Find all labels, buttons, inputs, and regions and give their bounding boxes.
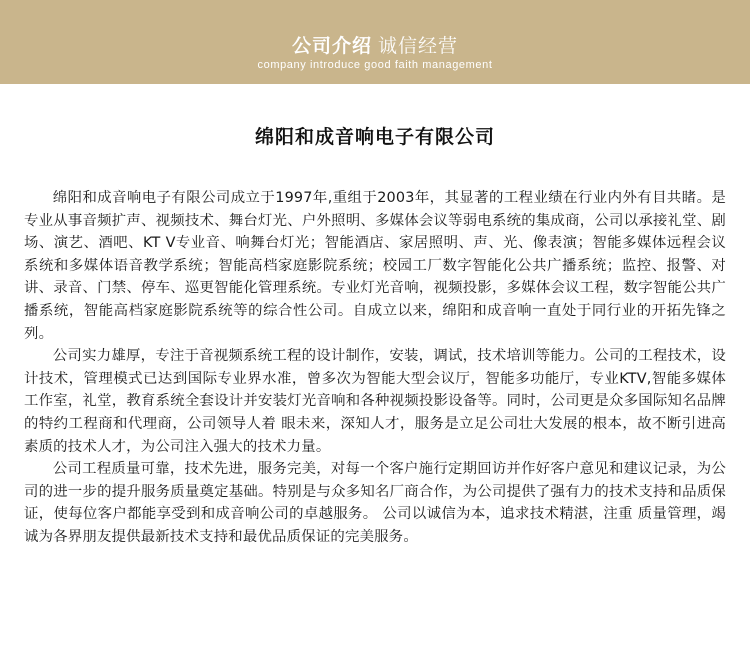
intro-paragraph-1: 绵阳和成音响电子有限公司成立于1997年,重组于2003年，其显著的工程业绩在行业内外有目共睹。是专业从事音频扩声、视频技术、舞台灯光、户外照明、多媒体会议等弱电系统的集成商，公司以承接礼堂、剧场、演艺、酒吧、KT V专业音、响舞台灯光；智能酒店、家居照明、声、光、像表演；智能多媒体远程会议系统和多媒体语音教学系统；智能高档家庭影院系统；校园工厂数字智能化公共广播系统；监控、报警、对讲、录音、门禁、停车、巡更智能化管理系统。专业灯光音响，视频投影，多媒体会议工程，数字智能公共广播系统，智能高档家庭影院系统等的综合性公司。自成立以来，绵阳和成音响一直处于同行业的开拓先锋之列。 (24, 190, 726, 342)
banner-subtitle: company introduce good faith management (257, 59, 493, 71)
banner-title-strong: 公司介绍 (291, 35, 372, 57)
intro-body (0, 187, 750, 549)
banner-title-light: 诚信经营 (378, 35, 459, 57)
company-name-heading: 绵阳和成音响电子有限公司 (254, 126, 495, 148)
intro-paragraph-3: 公司工程质量可靠，技术先进，服务完美，对每一个客户施行定期回访并作好客户意见和建议记录，为公司的进一步的提升服务质量奠定基础。特别是与众多知名厂商合作，为公司提供了强有力的技术支持和品质保证，使每位客户都能享受到和成音响公司的卓越服务。 公司以诚信为本，追求技术精湛，注重 质量管理，竭诚为各界朋友提供最新技术支持和最优品质保证的完美服务。 (24, 461, 726, 545)
header-banner (0, 0, 750, 84)
intro-paragraph-2: 公司实力雄厚，专注于音视频系统工程的设计制作，安装，调试，技术培训等能力。公司的工程技术，设计技术，管理模式已达到国际专业界水准，曾多次为智能大型会议厅，智能多功能厅，专业KTV,智能多媒体工作室，礼堂，教育系统全套设计并安装灯光音响和各种视频投影设备等。同时，公司更是众多国际知名品牌的特约工程商和代理商，公司领导人着 眼未来，深知人才，服务是立足公司壮大发展的根本，故不断引进高素质的技术人才，为公司注入强大的技术力量。 (24, 348, 726, 455)
banner-title (0, 0, 750, 57)
